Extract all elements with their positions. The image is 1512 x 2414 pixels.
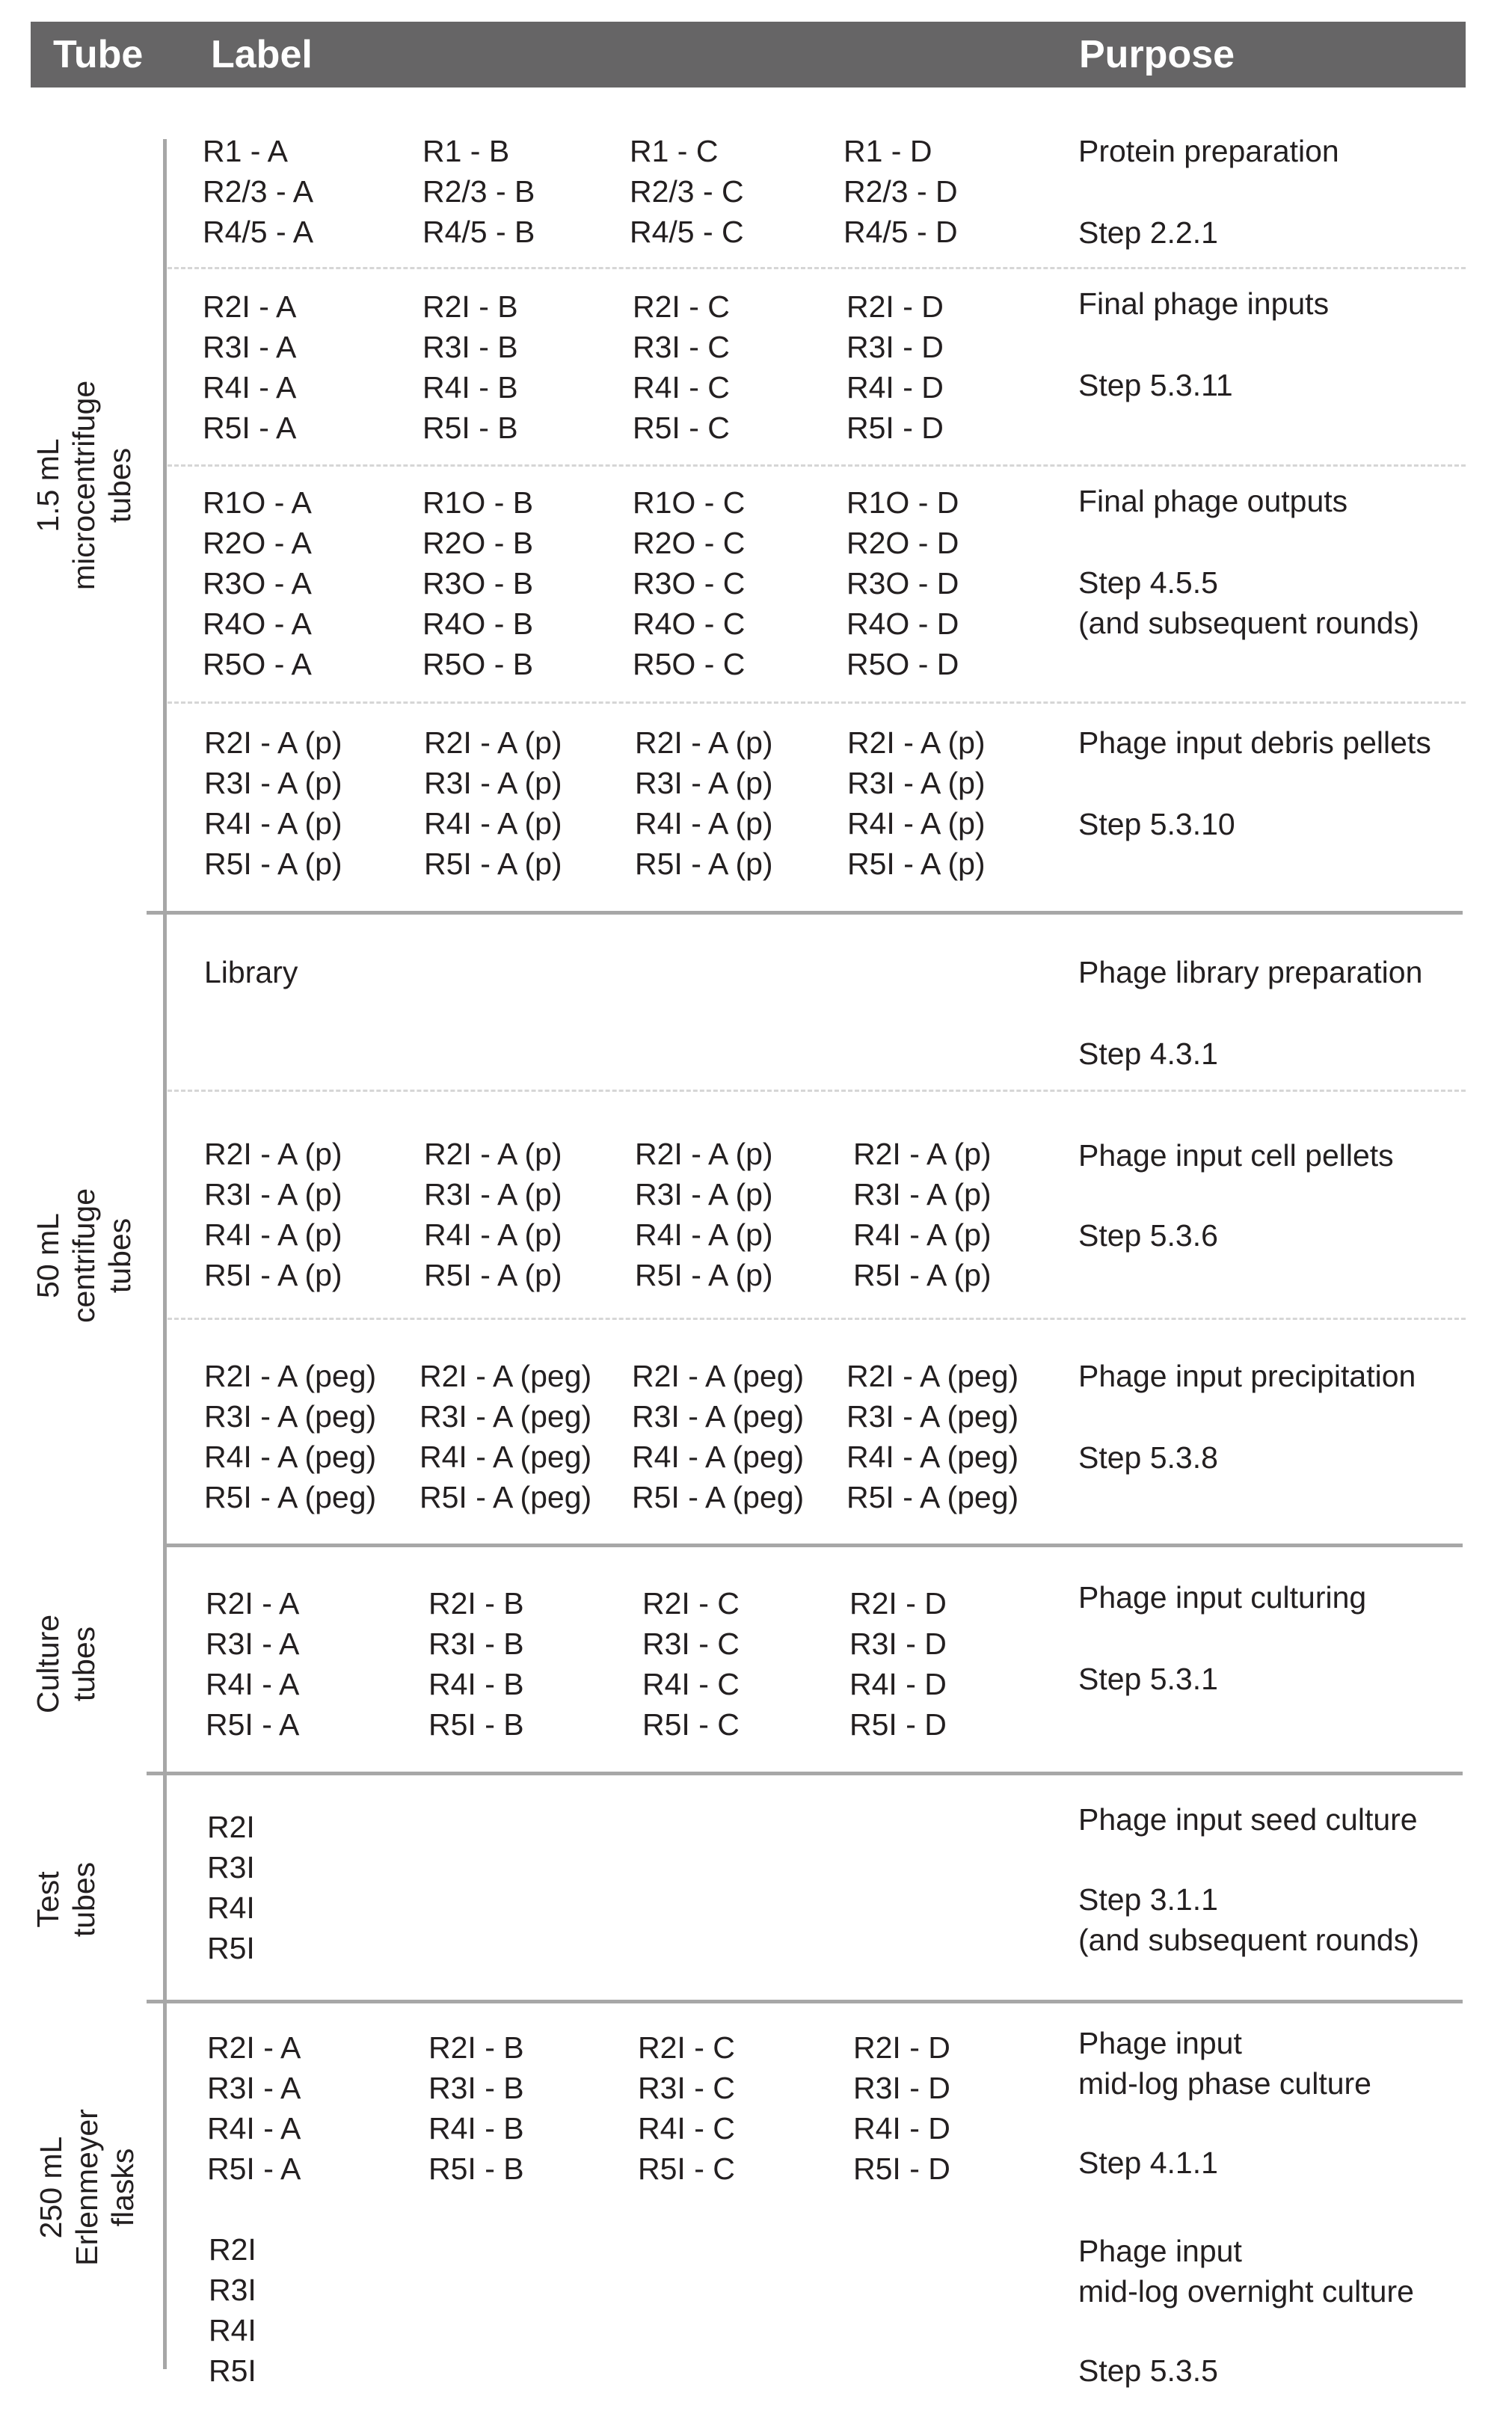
tube-label: R2I - A	[206, 1586, 300, 1621]
tube-label: R4I - A	[206, 1667, 300, 1701]
tube-label: R5I - A (peg)	[420, 1480, 592, 1514]
purpose-text	[1078, 952, 1422, 992]
block-divider	[168, 1318, 1466, 1320]
header-purpose: Purpose	[1079, 33, 1235, 76]
tube-label: R5I - A (peg)	[846, 1480, 1019, 1514]
purpose-text	[1078, 722, 1431, 763]
tube-label: R2I - A (p)	[424, 1137, 562, 1171]
tube-label: R4O - C	[633, 606, 746, 641]
label-column	[849, 1583, 947, 1745]
tube-label-line: Culture	[31, 1614, 65, 1714]
step-line: Step 5.3.5	[1078, 2353, 1218, 2388]
step-reference	[1078, 1215, 1218, 1256]
label-column	[846, 286, 944, 448]
tube-label: R5O - D	[846, 647, 959, 681]
tube-label-line: tubes	[67, 1861, 101, 1938]
tube-label: R1O - D	[846, 485, 959, 520]
purpose-line: Phage library preparation	[1078, 955, 1423, 989]
tube-label: R3I - A (p)	[635, 766, 773, 800]
tube-label-line: 1.5 mL	[31, 438, 65, 532]
tube-label: R1O - C	[633, 485, 746, 520]
purpose-line: mid-log phase culture	[1078, 2066, 1371, 2101]
tube-label: R3O - D	[846, 566, 959, 601]
tube-label: R3I - A (p)	[204, 766, 342, 800]
purpose-line: Phage input	[1078, 2026, 1242, 2060]
tube-label: R5I - C	[633, 411, 730, 445]
purpose-line: Phage input debris pellets	[1078, 725, 1431, 760]
tube-label: R3I - A	[203, 330, 297, 364]
step-line: Step 4.3.1	[1078, 1036, 1218, 1071]
tube-label-line: centrifuge	[67, 1188, 101, 1324]
tube-label: R3I - C	[642, 1627, 740, 1661]
tube-label: R5I - B	[428, 2152, 524, 2186]
purpose-line: Phage input culturing	[1078, 1580, 1367, 1615]
tube-label: R5I - A	[203, 411, 297, 445]
tube-label: R2I - A (p)	[853, 1137, 992, 1171]
label-column	[207, 2027, 301, 2189]
tube-label: R4O - A	[203, 606, 312, 641]
tube-label: R4/5 - C	[630, 215, 744, 249]
tube-label: R5I - D	[846, 411, 944, 445]
tube-label: R4I - A (p)	[853, 1217, 992, 1252]
label-column	[633, 482, 745, 684]
tube-label: R5I - A (p)	[424, 847, 562, 881]
label-column	[204, 722, 342, 884]
tube-label: R1O - A	[203, 485, 312, 520]
tube-label: R3I - A	[207, 2071, 301, 2105]
tube-label: R2I - C	[642, 1586, 740, 1621]
tube-label: R4I	[207, 1891, 255, 1925]
tube-label: R2I - A (p)	[847, 725, 986, 760]
tube-label: R2I - B	[428, 2030, 524, 2065]
tube-label: R2/3 - A	[203, 174, 314, 209]
label-column	[422, 131, 535, 252]
purpose-text	[1078, 1799, 1418, 1840]
tube-label: R2/3 - B	[422, 174, 535, 209]
tube-label: R4I - C	[642, 1667, 740, 1701]
purpose-text	[1078, 1356, 1416, 1396]
label-column	[428, 2027, 524, 2189]
tube-label: R2I - B	[422, 289, 518, 324]
label-column	[846, 482, 959, 684]
tube-label: R4I	[209, 2313, 256, 2347]
tube-label: R4O - D	[846, 606, 959, 641]
step-line: Step 2.2.1	[1078, 215, 1218, 250]
tube-label: R5I	[207, 1931, 255, 1965]
tube-label: R4I - A (peg)	[632, 1440, 805, 1474]
tube-label: R4/5 - B	[422, 215, 535, 249]
tube-label: R2O - C	[633, 526, 746, 560]
tube-label: R4I - A (peg)	[204, 1440, 377, 1474]
purpose-line: Phage input precipitation	[1078, 1359, 1416, 1393]
tube-label: R3I - A (peg)	[846, 1399, 1019, 1434]
tube-label-line: tubes	[102, 1217, 137, 1294]
label-column	[843, 131, 958, 252]
tube-label: R3I - A	[206, 1627, 300, 1661]
tube-label: R2I - A (peg)	[632, 1359, 805, 1393]
step-line: Step 4.5.5	[1078, 565, 1218, 600]
step-reference	[1078, 212, 1218, 253]
step-line: Step 3.1.1	[1078, 1882, 1218, 1917]
tube-label: R5I - C	[642, 1707, 740, 1742]
tube-label: R3I - A (peg)	[632, 1399, 805, 1434]
tube-label: R4I - B	[428, 1667, 524, 1701]
tube-label: R5I - A (p)	[204, 847, 342, 881]
tube-label: R4I - A	[203, 370, 297, 405]
tube-label-line: 50 mL	[31, 1213, 65, 1298]
tube-label: R4I - A (p)	[847, 806, 986, 841]
tube-label: R2I - D	[849, 1586, 947, 1621]
tube-label: R5O - C	[633, 647, 746, 681]
tube-label: R5O - A	[203, 647, 312, 681]
tube-label: R2O - D	[846, 526, 959, 560]
group-divider	[147, 911, 1463, 915]
label-column	[206, 1583, 299, 1745]
tube-label: R3I - A (p)	[635, 1177, 773, 1211]
label-column	[422, 286, 518, 448]
tube-label: R2O - A	[203, 526, 312, 560]
purpose-text	[1078, 2231, 1414, 2312]
block-divider	[168, 1090, 1466, 1092]
tube-label: R2I - D	[853, 2030, 950, 2065]
tube-label: R4I - D	[849, 1667, 947, 1701]
label-column	[204, 952, 298, 992]
tube-label: R5I - A (p)	[204, 1258, 342, 1292]
tube-label: R2O - B	[422, 526, 534, 560]
tube-label: R4I - A (peg)	[420, 1440, 592, 1474]
tube-label: R5I - A (p)	[853, 1258, 992, 1292]
tube-label: R3I - B	[428, 1627, 524, 1661]
tube-label-line: Test	[31, 1871, 65, 1928]
tube-label: R4I - A (p)	[424, 1217, 562, 1252]
block-divider	[168, 464, 1466, 467]
label-column	[633, 286, 730, 448]
tube-label: R4I - B	[428, 2111, 524, 2146]
block-divider	[168, 267, 1466, 269]
tube-label: R2/3 - C	[630, 174, 744, 209]
tube-label: R3O - C	[633, 566, 746, 601]
step-line: Step 5.3.11	[1078, 368, 1233, 402]
tube-label: R3I - D	[853, 2071, 950, 2105]
tube-label: R2I - A (p)	[635, 725, 773, 760]
tube-label: R2I - A (peg)	[420, 1359, 592, 1393]
step-reference	[1078, 1879, 1419, 1960]
purpose-line: Final phage outputs	[1078, 484, 1348, 518]
tube-label: R2I	[209, 2232, 256, 2267]
tube-label: R2I - D	[846, 289, 944, 324]
label-column	[428, 1583, 524, 1745]
step-reference	[1078, 1437, 1218, 1478]
tube-label: R4/5 - A	[203, 215, 314, 249]
label-column	[847, 722, 986, 884]
tube-label: R5I	[209, 2353, 256, 2388]
purpose-line: Protein preparation	[1078, 134, 1339, 168]
label-column	[424, 722, 562, 884]
group-divider	[165, 1544, 1463, 1547]
label-column	[642, 1583, 740, 1745]
step-reference	[1078, 804, 1235, 844]
label-column	[203, 131, 313, 252]
tube-label: R2I - A (p)	[204, 725, 342, 760]
tube-label: R3I - D	[849, 1627, 947, 1661]
block-divider	[168, 701, 1466, 704]
tube-label: R4I - D	[846, 370, 944, 405]
tube-label: R3I - B	[428, 2071, 524, 2105]
tube-label: R3I - A (p)	[847, 766, 986, 800]
tube-label: R5I - D	[849, 1707, 947, 1742]
tube-label: R3I - B	[422, 330, 518, 364]
tube-label: R2I - A	[203, 289, 297, 324]
tube-label: R2I - A (p)	[635, 1137, 773, 1171]
tube-label: R1O - B	[422, 485, 534, 520]
tube-label: R3O - A	[203, 566, 312, 601]
tube-label: R3I - A (p)	[853, 1177, 992, 1211]
tube-label: R5I - A (peg)	[632, 1480, 805, 1514]
label-column	[209, 2229, 256, 2391]
tube-label: R5I - A (p)	[635, 847, 773, 881]
purpose-text	[1078, 1577, 1366, 1618]
tube-label: R1 - A	[203, 134, 288, 168]
label-column	[204, 1356, 376, 1517]
tube-label: R3I - A (p)	[424, 766, 562, 800]
group-divider	[147, 1772, 1463, 1775]
tube-label: R4/5 - D	[843, 215, 958, 249]
tube-label: R4O - B	[422, 606, 534, 641]
purpose-line: Phage input seed culture	[1078, 1802, 1418, 1837]
tube-label: R4I - A (p)	[635, 806, 773, 841]
label-column	[630, 131, 744, 252]
label-column	[635, 1134, 773, 1295]
tube-label: R1 - D	[843, 134, 932, 168]
step-reference	[1078, 562, 1419, 643]
tube-label: R3I - D	[846, 330, 944, 364]
step-line: (and subsequent rounds)	[1078, 606, 1419, 640]
purpose-text	[1078, 283, 1329, 324]
tube-label: R5I - A (peg)	[204, 1480, 377, 1514]
step-line: Step 5.3.6	[1078, 1218, 1218, 1253]
tube-label: R2I - A (peg)	[846, 1359, 1019, 1393]
tube-label: R2I - A	[207, 2030, 301, 2065]
table-header	[31, 22, 1466, 87]
tube-label: R4I - A (p)	[424, 806, 562, 841]
tube-label-line: microcentrifuge	[67, 380, 101, 591]
tube-label-line: flasks	[105, 2148, 140, 2227]
label-column	[203, 482, 312, 684]
tube-label: R2I	[207, 1810, 255, 1844]
group-divider	[147, 2000, 1463, 2003]
purpose-line: Phage input cell pellets	[1078, 1138, 1394, 1173]
tube-label: R2I - C	[633, 289, 730, 324]
tube-label: R3I - A (peg)	[204, 1399, 377, 1434]
label-column	[635, 722, 773, 884]
tube-label: R2I - B	[428, 1586, 524, 1621]
step-line: Step 5.3.10	[1078, 807, 1235, 841]
purpose-line: mid-log overnight culture	[1078, 2274, 1414, 2309]
purpose-text	[1078, 2023, 1371, 2104]
tube-label: R5I - D	[853, 2152, 950, 2186]
tube-label: R5I - A (p)	[424, 1258, 562, 1292]
step-line: Step 5.3.1	[1078, 1662, 1218, 1696]
label-column	[204, 1134, 342, 1295]
tube-label: R5I - B	[428, 1707, 524, 1742]
step-line: Step 5.3.8	[1078, 1440, 1218, 1475]
label-column	[853, 2027, 950, 2189]
purpose-line: Final phage inputs	[1078, 286, 1330, 321]
purpose-text	[1078, 1135, 1394, 1176]
tube-label-line: 250 mL	[34, 2136, 68, 2239]
label-column	[420, 1356, 591, 1517]
tube-label: R3I - C	[633, 330, 730, 364]
step-reference	[1078, 365, 1233, 405]
label-column	[422, 482, 533, 684]
step-reference	[1078, 2350, 1218, 2391]
tube-label: R3I - A (p)	[204, 1177, 342, 1211]
tube-label: R4I - C	[633, 370, 730, 405]
tube-label: R2I - A (p)	[204, 1137, 342, 1171]
tube-label: R1 - C	[630, 134, 719, 168]
label-column	[846, 1356, 1018, 1517]
label-column	[203, 286, 296, 448]
label-column	[853, 1134, 992, 1295]
tube-label: R5I - A (p)	[847, 847, 986, 881]
purpose-line: Phage input	[1078, 2234, 1242, 2268]
tube-label: R5O - B	[422, 647, 534, 681]
tube-label: R3I	[209, 2273, 256, 2307]
tube-label: R5I - A	[206, 1707, 300, 1742]
tube-label: R5I - A	[207, 2152, 301, 2186]
tube-label: R4I - A (peg)	[846, 1440, 1019, 1474]
label-column	[424, 1134, 562, 1295]
label-column	[638, 2027, 735, 2189]
tube-label: R3O - B	[422, 566, 534, 601]
tube-label: R2I - A (peg)	[204, 1359, 377, 1393]
tube-label: R2/3 - D	[843, 174, 958, 209]
tube-label: R4I - C	[638, 2111, 735, 2146]
tube-label: R2I - C	[638, 2030, 735, 2065]
tube-label: R5I - C	[638, 2152, 735, 2186]
tube-label-line: Erlenmeyer	[70, 2109, 104, 2266]
tube-label: R4I - D	[853, 2111, 950, 2146]
tube-label: R5I - A (p)	[635, 1258, 773, 1292]
tube-label: R3I - A (p)	[424, 1177, 562, 1211]
purpose-text	[1078, 131, 1339, 171]
tube-label: R1 - B	[422, 134, 510, 168]
step-line: (and subsequent rounds)	[1078, 1923, 1419, 1957]
tube-label: R3I - C	[638, 2071, 735, 2105]
tube-label: Library	[204, 955, 298, 989]
label-column	[632, 1356, 804, 1517]
header-label: Label	[211, 33, 313, 76]
tube-label: R5I - B	[422, 411, 518, 445]
purpose-text	[1078, 481, 1347, 521]
tube-label: R4I - B	[422, 370, 518, 405]
tube-label: R4I - A (p)	[204, 806, 342, 841]
tube-label-line: tubes	[102, 447, 137, 523]
tube-label: R4I - A	[207, 2111, 301, 2146]
label-column	[207, 1807, 255, 1968]
step-reference	[1078, 1034, 1218, 1074]
step-line: Step 4.1.1	[1078, 2146, 1218, 2180]
tube-label: R3I	[207, 1850, 255, 1885]
group-vertical-divider	[163, 139, 167, 2369]
tube-label: R3I - A (peg)	[420, 1399, 592, 1434]
header-tube: Tube	[53, 33, 144, 76]
tube-label: R4I - A (p)	[204, 1217, 342, 1252]
step-reference	[1078, 2143, 1218, 2183]
tube-label: R2I - A (p)	[424, 725, 562, 760]
tube-label: R4I - A (p)	[635, 1217, 773, 1252]
tube-label-line: tubes	[67, 1626, 101, 1702]
step-reference	[1078, 1659, 1218, 1699]
